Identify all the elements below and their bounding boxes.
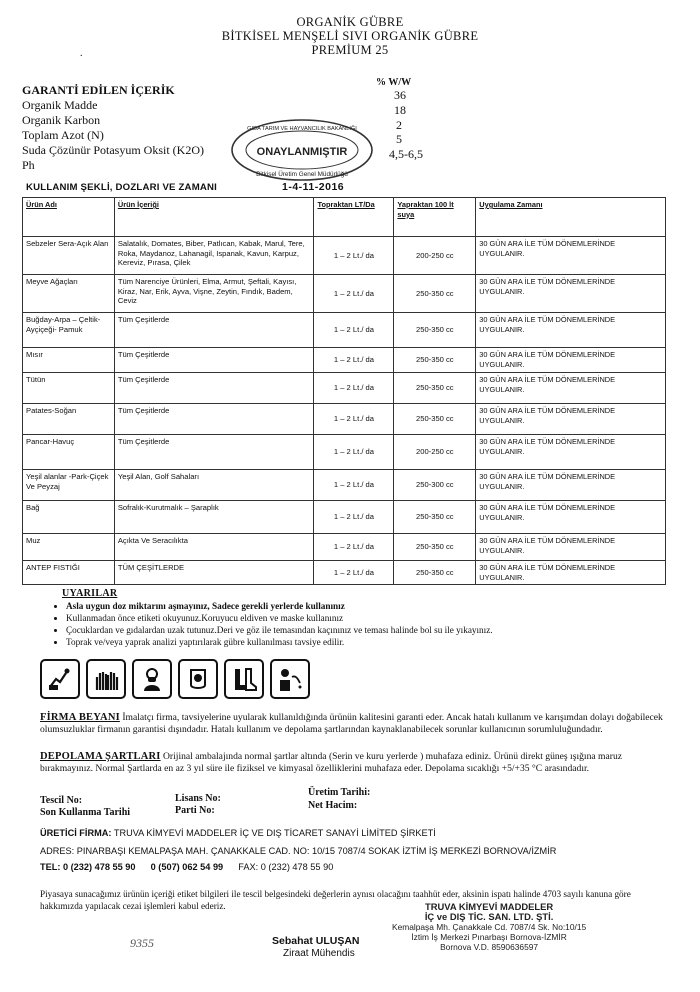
cell-product: Buğday-Arpa – Çeltik- Ayçiçeği- Pamuk xyxy=(23,313,115,348)
usage-title: KULLANIM ŞEKLİ, DOZLARI VE ZAMANI xyxy=(26,182,218,193)
cell-product: Patates-Soğan xyxy=(23,404,115,435)
cell-soil: 1 – 2 Lt./ da xyxy=(314,501,394,534)
mask-icon xyxy=(132,659,172,699)
stamp-bottom-text: Bitkisel Üretim Genel Müdürlüğü xyxy=(256,171,348,178)
signature-name: Sebahat ULUŞAN xyxy=(272,935,360,947)
warning-text: Asla uygun doz miktarını aşmayınız, Sadece gerekli yerlerde kullanınız xyxy=(66,601,345,611)
cell-timing: 30 GÜN ARA İLE TÜM DÖNEMLERİNDE UYGULANIR. xyxy=(476,373,666,404)
cell-leaf: 250-350 cc xyxy=(394,501,476,534)
table-row xyxy=(23,501,666,534)
lisans-label: Lisans No: xyxy=(175,793,221,804)
cell-timing: 30 GÜN ARA İLE TÜM DÖNEMLERİNDE UYGULANIR. xyxy=(476,275,666,313)
warning-item xyxy=(66,600,676,612)
company-stamp-line5: Bornova V.D. 8590636597 xyxy=(440,942,539,952)
unit-header: % W/W xyxy=(376,77,412,88)
cell-product: Muz xyxy=(23,534,115,561)
cell-leaf: 200-250 cc xyxy=(394,237,476,275)
cell-product: Mısır xyxy=(23,348,115,373)
cell-soil: 1 – 2 Lt./ da xyxy=(314,470,394,501)
table-row xyxy=(23,373,666,404)
producer-line xyxy=(40,828,436,838)
cell-leaf: 250-350 cc xyxy=(394,404,476,435)
safety-pictograms xyxy=(40,659,310,701)
warning-item xyxy=(66,612,676,624)
warning-text: Çocuklardan ve gıdalardan uzak tutunuz.Deri ve göz ile temasından kaçınınız ve teması halinde bol su ile yıkayınız. xyxy=(66,625,493,635)
guaranteed-row-label: Organik Madde xyxy=(22,98,98,112)
signature-title: Ziraat Mühendis xyxy=(283,948,355,959)
producer-name: TRUVA KİMYEVİ MADDELER İÇ VE DIŞ TİCARET SANAYİ LİMİTED ŞİRKETİ xyxy=(113,828,436,838)
guaranteed-row-label: Suda Çözünür Potasyum Oksit (K2O) xyxy=(22,143,204,157)
cell-timing: 30 GÜN ARA İLE TÜM DÖNEMLERİNDE UYGULANIR. xyxy=(476,501,666,534)
table-row xyxy=(23,470,666,501)
cell-content: Salatalık, Domates, Biber, Patlıcan, Kabak, Marul, Tere, Roka, Maydanoz, Lahanagil, Ispanak, Kavun, Karpuz, Kereviz, Pırasa, Çilek xyxy=(114,237,314,275)
warning-text: Kullanmadan önce etiketi okuyunuz.Koruyucu eldiven ve maske kullanınız xyxy=(66,613,344,623)
cell-leaf: 250-350 cc xyxy=(394,348,476,373)
guaranteed-row-value: 5 xyxy=(396,132,402,146)
parti-label: Parti No: xyxy=(175,805,215,816)
cell-content: TÜM ÇEŞİTLERDE xyxy=(114,561,314,585)
cell-timing: 30 GÜN ARA İLE TÜM DÖNEMLERİNDE UYGULANIR. xyxy=(476,348,666,373)
warning-item xyxy=(66,624,676,636)
tescil-label: Tescil No: xyxy=(40,795,83,806)
table-row xyxy=(23,561,666,585)
cell-timing: 30 GÜN ARA İLE TÜM DÖNEMLERİNDE UYGULANIR. xyxy=(476,534,666,561)
guaranteed-row-value: 4,5-6,5 xyxy=(389,147,423,161)
depolama-text: Orijinal ambalajında normal şartlar altında (Serin ve kuru yerlerde ) muhafaza ediniz. Ürünü direkt güneş ışığına maruz bırakmayınız. Normal Şartlarda en az 3 yıl süre ile fiziksel ve kimyasal özelliklerini muhafaza eder. Depolama sıcaklığı +5/+35 °C arasındadır. xyxy=(40,751,623,774)
firma-beyani-text: İmalatçı firma, tavsiyelerine uyularak kullanıldığında ürünün kalitesini garanti eder. Ancak hatalı kullanım ve karışımdan dolayı doğabilecek olumsuzluklar firmanın garantisi dışındadır. Hatalı kullanım ve depolama şartlarından kaynaklanabilecek sorunlar kullanıcının sorumluluğundadır. xyxy=(40,712,663,735)
stamp-seal-icon xyxy=(228,116,376,186)
cell-product: Tütün xyxy=(23,373,115,404)
cell-product: Bağ xyxy=(23,501,115,534)
cell-content: Açıkta Ve Seracılıkta xyxy=(114,534,314,561)
guaranteed-row-value: 36 xyxy=(394,88,406,102)
company-stamp xyxy=(392,902,586,952)
cell-leaf: 250-350 cc xyxy=(394,561,476,585)
stamp-date: 1-4-11-2016 xyxy=(282,181,345,193)
warnings-list-wrap xyxy=(36,600,676,648)
cell-content: Tüm Narenciye Ürünleri, Elma, Armut, Şeftali, Kayısı, Kiraz, Nar, Erik, Ayva, Vişne, Zeytin, Fındık, Badem, Ceviz xyxy=(114,275,314,313)
warning-text: Toprak ve/veya yaprak analizi yaptırılarak gübre kullanılması tavsiye edilir. xyxy=(66,637,345,647)
cell-soil: 1 – 2 Lt./ da xyxy=(314,313,394,348)
table-row xyxy=(23,275,666,313)
usage-table xyxy=(22,197,666,585)
cell-timing: 30 GÜN ARA İLE TÜM DÖNEMLERİNDE UYGULANIR. xyxy=(476,470,666,501)
producer-fax: FAX: 0 (232) 478 55 90 xyxy=(238,862,334,872)
wash-icon xyxy=(270,659,310,699)
producer-tel: TEL: 0 (232) 478 55 90 xyxy=(40,862,136,872)
cell-soil: 1 – 2 Lt./ da xyxy=(314,534,394,561)
col-header-timing: Uygulama Zamanı xyxy=(476,198,666,237)
gloves-icon xyxy=(86,659,126,699)
firma-beyani-label: FİRMA BEYANI xyxy=(40,712,120,723)
net-hacim-label: Net Hacim: xyxy=(308,800,358,811)
approval-stamp xyxy=(228,116,376,186)
cell-product: Yeşil alanlar -Park-Çiçek Ve Peyzaj xyxy=(23,470,115,501)
col-header-product: Ürün Adı xyxy=(23,198,115,237)
doc-title-line2: BİTKİSEL MENŞELİ SIVI ORGANİK GÜBRE xyxy=(221,29,479,43)
col-header-content: Ürün İçeriği xyxy=(114,198,314,237)
cell-content: Tüm Çeşitlerde xyxy=(114,313,314,348)
guaranteed-row-value: 2 xyxy=(396,118,402,132)
cell-soil: 1 – 2 Lt./ da xyxy=(314,275,394,313)
producer-address: ADRES: PINARBAŞI KEMALPAŞA MAH. ÇANAKKALE CAD. NO: 10/15 7087/4 SOKAK İZTİM İŞ MERKEZİ BORNOVA/İZMİR xyxy=(40,846,557,856)
producer-label: ÜRETİCİ FİRMA: xyxy=(40,828,112,838)
cell-content: Tüm Çeşitlerde xyxy=(114,404,314,435)
handwritten-note: 9355 xyxy=(130,936,154,950)
guaranteed-row-value: 18 xyxy=(394,103,406,117)
stamp-center-text: ONAYLANMIŞTIR xyxy=(256,146,348,158)
table-row xyxy=(23,534,666,561)
spray-hands-icon xyxy=(40,659,80,699)
cell-content: Tüm Çeşitlerde xyxy=(114,373,314,404)
cell-leaf: 250-350 cc xyxy=(394,373,476,404)
cell-timing: 30 GÜN ARA İLE TÜM DÖNEMLERİNDE UYGULANIR. xyxy=(476,435,666,470)
cell-product: Meyve Ağaçları xyxy=(23,275,115,313)
producer-contacts xyxy=(40,862,333,872)
cell-timing: 30 GÜN ARA İLE TÜM DÖNEMLERİNDE UYGULANIR. xyxy=(476,561,666,585)
table-row xyxy=(23,313,666,348)
cell-soil: 1 – 2 Lt./ da xyxy=(314,373,394,404)
cell-leaf: 250-350 cc xyxy=(394,313,476,348)
table-row xyxy=(23,348,666,373)
cell-leaf: 200-250 cc xyxy=(394,435,476,470)
table-header-row xyxy=(23,198,666,237)
warnings-list xyxy=(36,600,676,648)
cell-leaf: 250-350 cc xyxy=(394,534,476,561)
company-stamp-line3: Kemalpaşa Mh. Çanakkale Cd. 7087/4 Sk. No:10/15 xyxy=(392,922,587,932)
warnings-title: UYARILAR xyxy=(62,588,118,599)
cell-content: Yeşil Alan, Golf Sahaları xyxy=(114,470,314,501)
cell-timing: 30 GÜN ARA İLE TÜM DÖNEMLERİNDE UYGULANIR. xyxy=(476,404,666,435)
depolama-block xyxy=(40,751,670,775)
firma-beyani-block xyxy=(40,712,670,736)
guaranteed-row-label: Toplam Azot (N) xyxy=(22,128,104,142)
table-row xyxy=(23,237,666,275)
cell-content: Tüm Çeşitlerde xyxy=(114,435,314,470)
mark: . xyxy=(80,48,83,59)
uretim-label: Üretim Tarihi: xyxy=(308,787,371,798)
cell-soil: 1 – 2 Lt./ da xyxy=(314,237,394,275)
col-header-soil: Topraktan LT/Da xyxy=(314,198,394,237)
face-shield-icon xyxy=(178,659,218,699)
footer-statement: Piyasaya sunacağımız ürünün içeriği etiket bilgileri ile tescil belgesindeki değerlerin aynısı olacağını taahhüt eder, aksinin ispatı halinde 4703 sayılı kanuna göre hakkımızda yapılacak cezai işlemleri kabul ederiz. xyxy=(40,889,631,911)
doc-title-line3: PREMİUM 25 xyxy=(311,43,389,57)
cell-timing: 30 GÜN ARA İLE TÜM DÖNEMLERİNDE UYGULANIR. xyxy=(476,237,666,275)
table-row xyxy=(23,435,666,470)
guaranteed-row-label: Ph xyxy=(22,158,35,172)
cell-soil: 1 – 2 Lt./ da xyxy=(314,435,394,470)
cell-content: Tüm Çeşitlerde xyxy=(114,348,314,373)
cell-leaf: 250-300 cc xyxy=(394,470,476,501)
cell-soil: 1 – 2 Lt./ da xyxy=(314,348,394,373)
cell-soil: 1 – 2 Lt./ da xyxy=(314,561,394,585)
cell-product: Sebzeler Sera-Açık Alan xyxy=(23,237,115,275)
col-header-leaf: Yapraktan 100 lt suya xyxy=(394,198,476,237)
depolama-label: DEPOLAMA ŞARTLARI xyxy=(40,751,161,762)
boots-icon xyxy=(224,659,264,699)
cell-product: ANTEP FISTIĞI xyxy=(23,561,115,585)
cell-content: Sofralık-Kurutmalık – Şaraplık xyxy=(114,501,314,534)
stamp-top-text: GIDA TARIM VE HAYVANCILIK BAKANLIĞI xyxy=(247,126,357,132)
doc-title-line1: ORGANİK GÜBRE xyxy=(296,15,404,29)
producer-gsm: 0 (507) 062 54 99 xyxy=(150,862,224,872)
cell-soil: 1 – 2 Lt./ da xyxy=(314,404,394,435)
cell-product: Pancar-Havuç xyxy=(23,435,115,470)
warning-item xyxy=(66,636,676,648)
table-row xyxy=(23,404,666,435)
company-stamp-line2: İÇ ve DIŞ TİC. SAN. LTD. ŞTİ. xyxy=(424,911,554,922)
company-stamp-line1: TRUVA KİMYEVİ MADDELER xyxy=(425,901,554,912)
guaranteed-title: GARANTİ EDİLEN İÇERİK xyxy=(22,83,175,97)
guaranteed-row-label: Organik Karbon xyxy=(22,113,101,127)
cell-leaf: 250-350 cc xyxy=(394,275,476,313)
cell-timing: 30 GÜN ARA İLE TÜM DÖNEMLERİNDE UYGULANIR. xyxy=(476,313,666,348)
son-kullanma-label: Son Kullanma Tarihi xyxy=(40,807,131,818)
company-stamp-line4: İztim İş Merkezi Pınarbaşı Bornova-İZMİR xyxy=(411,932,567,942)
